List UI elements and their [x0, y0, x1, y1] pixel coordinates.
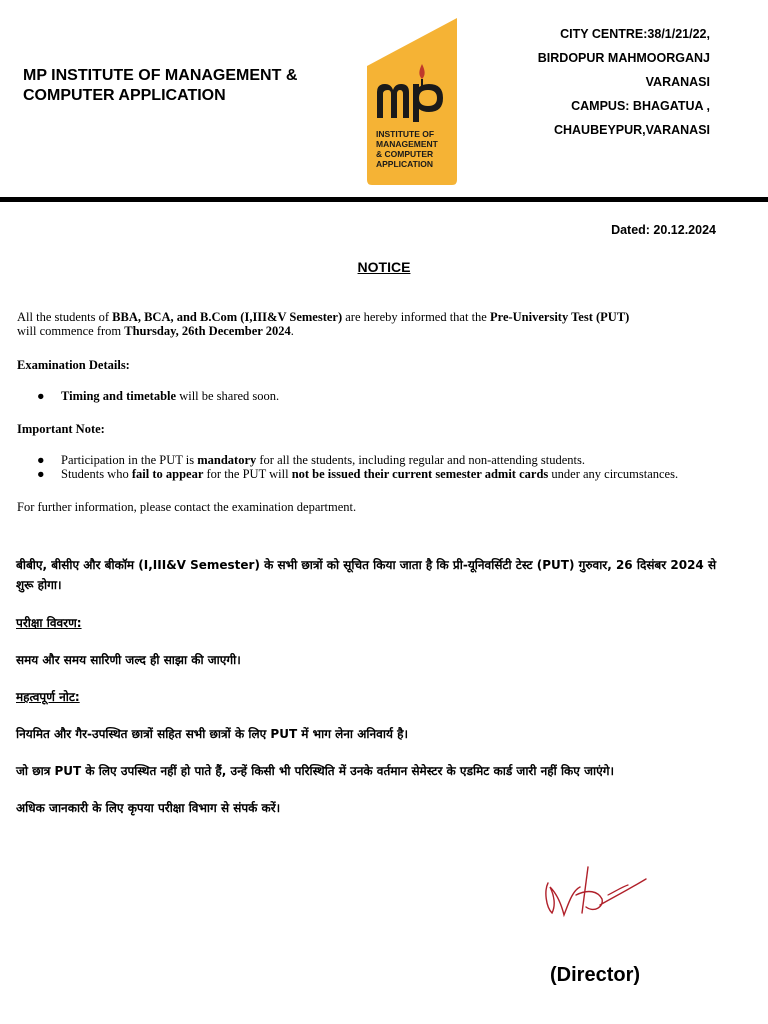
notice-date: Dated: 20.12.2024 [611, 223, 716, 237]
bullet-icon: ● [37, 389, 45, 403]
bullet-icon: ● [37, 467, 45, 481]
english-body [17, 310, 707, 514]
important-note-heading: Important Note: [17, 422, 105, 436]
director-title: (Director) [550, 964, 641, 986]
institute-name-line1: MP INSTITUTE OF MANAGEMENT & [23, 67, 298, 84]
logo-text-line3: & COMPUTER [376, 149, 434, 159]
logo-text-line4: APPLICATION [376, 159, 433, 169]
logo-text-line2: MANAGEMENT [376, 139, 438, 149]
bullet-icon: ● [37, 453, 45, 467]
institute-name [23, 66, 343, 106]
director-signature [536, 855, 651, 935]
hindi-note-heading: महत्वपूर्ण नोट: [16, 690, 80, 704]
list-item: ● Participation in the PUT is mandatory for all the students, including regular and non-attending students. [37, 453, 585, 467]
notice-title: NOTICE [357, 259, 411, 275]
address-line2: BIRDOPUR MAHMOORGANJ [537, 51, 710, 65]
institute-logo [367, 18, 457, 185]
exam-details-heading: Examination Details: [17, 358, 130, 372]
exam-details-list [17, 389, 707, 403]
institute-name-line2: COMPUTER APPLICATION [23, 87, 226, 104]
address-line1: CITY CENTRE:38/1/21/22, [560, 27, 710, 41]
hindi-intro: बीबीए, बीसीए और बीकॉम (I,III&V Semester) के सभी छात्रों को सूचित किया जाता है कि प्री-यूनिवर्सिटी टेस्ट (PUT) गुरुवार, 26 दिसंबर 2024 से शुरू होगा। [16, 558, 717, 592]
list-item: ● Students who fail to appear for the PUT will not be issued their current semester admit cards under any circumstances. [37, 467, 679, 481]
hindi-exam-line: समय और समय सारिणी जल्द ही साझा की जाएगी। [16, 653, 241, 667]
hindi-note-2: जो छात्र PUT के लिए उपस्थित नहीं हो पाते हैं, उन्हें किसी भी परिस्थिति में उनके वर्तमान सेमेस्टर के एडमिट कार्ड जारी नहीं किए जाएंगे। [16, 764, 615, 778]
hindi-note-1: नियमित और गैर-उपस्थित छात्रों सहित सभी छात्रों के लिए PUT में भाग लेना अनिवार्य है। [16, 727, 408, 741]
address-line3: VARANASI [645, 75, 710, 89]
institute-address [450, 22, 710, 142]
hindi-contact: अधिक जानकारी के लिए कृपया परीक्षा विभाग से संपर्क करें। [16, 801, 281, 815]
english-contact: For further information, please contact the examination department. [17, 500, 357, 514]
hindi-exam-heading: परीक्षा विवरण: [16, 616, 82, 630]
english-intro: All the students of BBA, BCA, and B.Com (I,III&V Semester) are hereby informed that the Pre-University Test (PUT) will commence from Thursday, 26th December 2024. [17, 310, 630, 338]
header-divider [0, 197, 768, 202]
logo-text-line1: INSTITUTE OF [376, 129, 435, 139]
address-line5: CHAUBEYPUR,VARANASI [553, 123, 710, 137]
list-item: ● Timing and timetable will be shared soon. [37, 389, 280, 403]
important-note-list [17, 453, 707, 481]
hindi-body [16, 555, 726, 818]
address-line4: CAMPUS: BHAGATUA , [571, 99, 710, 113]
